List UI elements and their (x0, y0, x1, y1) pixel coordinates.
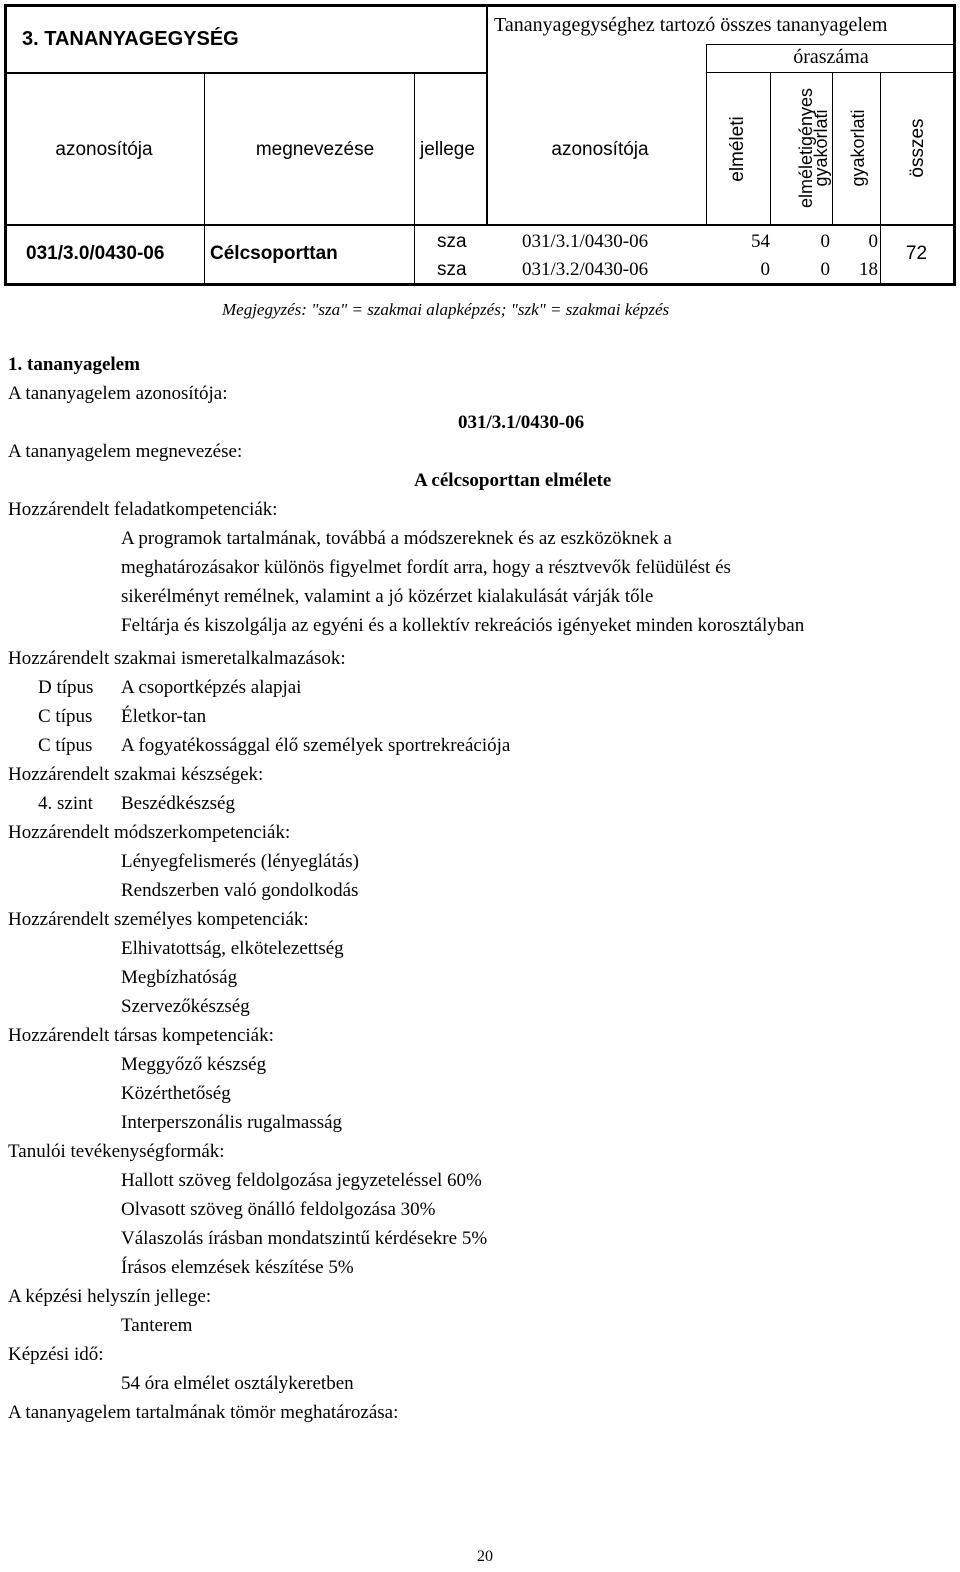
col-header-elmeleti: elméleti (727, 116, 748, 182)
feladat-label: Hozzárendelt feladatkompetenciák: (8, 499, 278, 520)
col-header-jellege: jellege (420, 139, 475, 160)
id-value: 031/3.1/0430-06 (458, 412, 585, 433)
list-item: Közérthetőség (121, 1083, 231, 1104)
row-gyakorlati: 18 (859, 259, 878, 280)
list-item: Megbízhatóság (121, 967, 238, 988)
table-note: Megjegyzés: "sza" = szakmai alapképzés; "szk" = szakmai képzés (222, 300, 670, 319)
list-item: sikerélményt remélnek, valamint a jó közérzet kialakulását várják tőle (121, 586, 654, 607)
tartalom-label: A tananyagelem tartalmának tömör meghatározása: (8, 1402, 399, 1423)
row-gyakorlati: 0 (868, 231, 878, 252)
ido-label: Képzési idő: (8, 1344, 104, 1365)
row-elmeletigenyes: 0 (820, 259, 830, 280)
ismeret-type: C típus (38, 735, 93, 756)
col-header-element-id: azonosítója (551, 139, 649, 160)
row-element-id: 031/3.1/0430-06 (522, 231, 649, 252)
col-header-gyakorlati: gyakorlati (848, 109, 868, 187)
ismeret-type: D típus (38, 677, 94, 698)
name-label: A tananyagelem megnevezése: (8, 441, 243, 462)
osszes-value: 72 (905, 243, 928, 264)
list-item: Feltárja és kiszolgálja az egyéni és a kollektív rekreációs igényeket minden korosztályban (121, 615, 805, 636)
helyszin-value: Tanterem (121, 1315, 193, 1336)
tarsas-label: Hozzárendelt társas kompetenciák: (8, 1025, 274, 1046)
helyszin-label: A képzési helyszín jellege: (8, 1286, 212, 1307)
keszseg-label: Hozzárendelt szakmai készségek: (8, 764, 264, 785)
header-all-elements: Tananyagegységhez tartozó összes tananyagelem (494, 14, 888, 36)
list-item: Meggyőző készség (121, 1054, 267, 1075)
list-item: Elhivatottság, elkötelezettség (121, 938, 344, 959)
name-value: A célcsoporttan elmélete (414, 470, 612, 491)
unit-name: Célcsoporttan (210, 243, 338, 264)
ismeret-text: Életkor-tan (121, 706, 207, 727)
col-header-elmeletigenyes: elméletigényes (796, 87, 816, 209)
ismeret-text: A fogyatékossággal élő személyek sportrekreációja (121, 735, 511, 756)
keszseg-text: Beszédkészség (121, 793, 235, 814)
ismeret-type: C típus (38, 706, 93, 727)
szemelyes-label: Hozzárendelt személyes kompetenciák: (8, 909, 309, 930)
element-heading: 1. tananyagelem (8, 354, 140, 375)
list-item: Olvasott szöveg önálló feldolgozása 30% (121, 1199, 436, 1220)
tevekenyseg-label: Tanulói tevékenységformák: (8, 1141, 225, 1162)
list-item: Írásos elemzések készítése 5% (121, 1257, 354, 1278)
list-item: Lényegfelismerés (lényeglátás) (121, 851, 359, 872)
row-elmeleti: 0 (760, 259, 770, 280)
keszseg-level: 4. szint (38, 793, 93, 814)
list-item: Interperszonális rugalmasság (121, 1112, 343, 1133)
ismeret-text: A csoportképzés alapjai (121, 677, 302, 698)
row-elmeletigenyes: 0 (820, 231, 830, 252)
ido-value: 54 óra elmélet osztálykeretben (121, 1373, 354, 1394)
modszer-label: Hozzárendelt módszerkompetenciák: (8, 822, 291, 843)
row-jellege: sza (437, 231, 467, 252)
col-header-megnevezese: megnevezése (255, 139, 375, 160)
list-item: A programok tartalmának, továbbá a módszereknek és az eszközöknek a (121, 528, 672, 549)
page-number: 20 (477, 1548, 493, 1565)
list-item: meghatározásakor különös figyelmet fordít arra, hogy a résztvevők felüdülést és (121, 557, 731, 578)
row-element-id: 031/3.2/0430-06 (522, 259, 649, 280)
unit-title: 3. TANANYAGEGYSÉG (22, 28, 239, 50)
col-header-azonositoja: azonosítója (55, 139, 153, 160)
row-jellege: sza (437, 259, 467, 280)
list-item: Rendszerben való gondolkodás (121, 880, 359, 901)
id-label: A tananyagelem azonosítója: (8, 383, 228, 404)
unit-id: 031/3.0/0430-06 (26, 243, 165, 264)
col-header-elmeletigenyes-gyak: gyakorlati (811, 109, 831, 187)
list-item: Hallott szöveg feldolgozása jegyzeteléssel 60% (121, 1170, 482, 1191)
header-oraszama: óraszáma (793, 46, 869, 68)
list-item: Válaszolás írásban mondatszintű kérdésekre 5% (121, 1228, 488, 1249)
ismeret-label: Hozzárendelt szakmai ismeretalkalmazások: (8, 648, 346, 669)
row-elmeleti: 54 (751, 231, 770, 252)
list-item: Szervezőkészség (121, 996, 250, 1017)
col-header-osszes: összes (907, 118, 928, 178)
